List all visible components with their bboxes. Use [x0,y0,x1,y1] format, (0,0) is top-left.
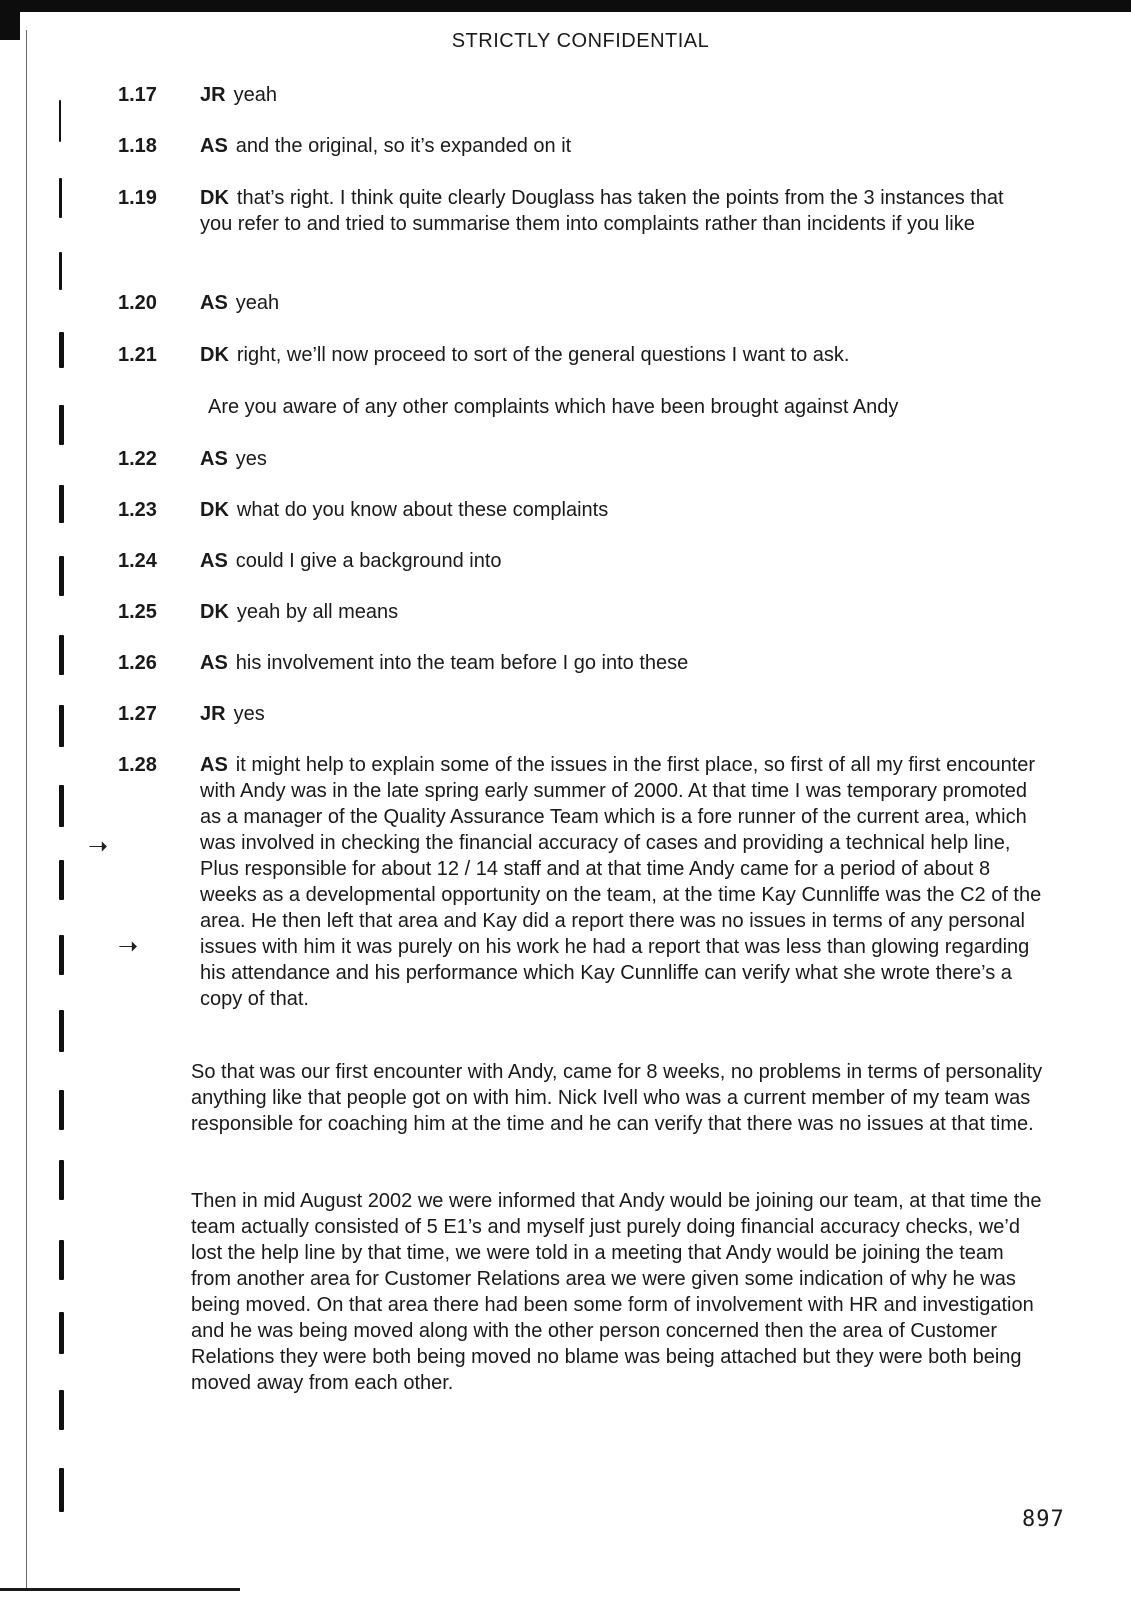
binding-mark [59,860,64,900]
entry-text: Are you aware of any other complaints which have been brought against Andy [208,396,899,418]
entry-text: yeah [235,292,280,314]
speaker-initials: AS [200,652,228,674]
entry-text: yeah by all means [236,601,399,623]
binding-mark [59,1160,64,1200]
transcript-entry [118,701,1058,727]
entry-text: that’s right. I think quite clearly Douglass has taken the points from the 3 instances that you refer to and tried to summarise them into complaints rather than incidents if you like [200,187,1004,235]
binding-mark [59,1090,64,1130]
bottom-scan-line [0,1588,240,1591]
binding-mark [59,252,62,290]
transcript-entry [118,599,1058,625]
binding-mark [59,556,64,596]
binding-mark [59,1010,64,1052]
binding-mark [59,1312,64,1354]
entry-number: 1.23 [118,499,157,521]
body-paragraph: So that was our first encounter with Andy, came for 8 weeks, no problems in terms of personality anything like that people got on with him. Nick Ivell who was a current member of my team was responsible for coaching him at the time and he can verify that there was no issues at that time. [191,1061,1043,1135]
binding-mark [59,178,62,218]
entry-number: 1.26 [118,652,157,674]
transcript-entry [118,82,1058,108]
transcript-entry [118,185,1058,237]
speaker-initials: DK [200,187,229,209]
binding-mark [59,935,64,975]
binding-mark [59,485,64,523]
transcript-entry [118,133,1058,159]
speaker-initials: JR [200,84,226,106]
binding-mark [59,635,64,675]
page-left-edge [26,30,27,1590]
body-paragraph: Then in mid August 2002 we were informed that Andy would be joining our team, at that time the team actually consisted of 5 E1’s and myself just purely doing financial accuracy checks, we’d lost the help line by that time, we were told in a meeting that Andy would be joining the team from another area for Customer Relations area we were given some indication of why he was being moved. On that area there had been some form of involvement with HR and investigation and he was being moved along with the other person concerned then the area of Customer Relations they were both being moved no blame was being attached but they were both being moved away from each other. [191,1190,1042,1394]
entry-number: 1.20 [118,292,157,314]
entry-text: right, we’ll now proceed to sort of the general questions I want to ask. [236,344,850,366]
speaker-initials: AS [200,292,228,314]
speaker-initials: DK [200,601,229,623]
entry-text: could I give a background into [235,550,502,572]
entry-text: and the original, so it’s expanded on it [235,135,572,157]
entry-number: 1.28 [118,754,157,776]
entry-text: yes [235,448,267,470]
transcript-entry [118,752,1058,1012]
transcript-entry [118,650,1058,676]
speaker-initials: AS [200,754,228,776]
entry-text: yeah [233,84,277,106]
binding-marks [55,100,75,1530]
entry-text: his involvement into the team before I go into these [235,652,689,674]
page-header: STRICTLY CONFIDENTIAL [451,30,710,52]
entry-text: yes [233,703,265,725]
entry-number: 1.24 [118,550,157,572]
binding-mark [59,1390,64,1430]
entry-number: 1.21 [118,344,157,366]
transcript-entry [118,446,1058,472]
entry-number: 1.18 [118,135,157,157]
entry-number: 1.17 [118,84,157,106]
binding-mark [59,705,64,747]
entry-number: 1.22 [118,448,157,470]
binding-mark [59,405,64,445]
transcript-entry [118,290,1058,316]
speaker-initials: JR [200,703,226,725]
margin-arrow-icon: ➝ [118,932,139,960]
entry-text: what do you know about these complaints [236,499,609,521]
transcript-entry-continuation [118,394,1058,420]
transcript-entry [118,497,1058,523]
transcript-entry [118,548,1058,574]
entry-number: 1.19 [118,187,157,209]
binding-mark [59,332,64,368]
speaker-initials: AS [200,135,228,157]
binding-mark [59,1240,64,1280]
speaker-initials: AS [200,448,228,470]
speaker-initials: AS [200,550,228,572]
speaker-initials: DK [200,344,229,366]
top-scan-bar [0,0,1131,12]
margin-arrow-icon: ➝ [88,832,109,860]
binding-mark [59,785,64,827]
transcript-entry [118,342,1058,368]
binding-mark [59,100,61,142]
speaker-initials: DK [200,499,229,521]
entry-number: 1.27 [118,703,157,725]
entry-number: 1.25 [118,601,157,623]
page-number: 897 [1022,1507,1065,1532]
entry-text: it might help to explain some of the issues in the first place, so first of all my first encounter with Andy was in the late spring early summer of 2000. At that time I was temporary promoted as a manager of the Quality Assurance Team which is a fore runner of the current area, which was involved in checking the financial accuracy of cases and providing a technical help line, Plus responsible for about 12 / 14 staff and at that time Andy came for a period of about 8 weeks as a developmental opportunity on the team, at the time Kay Cunnliffe was the C2 of the area. He then left that area and Kay did a report there was no issues in terms of any personal issues with him it was purely on his work he had a report that was less than glowing regarding his attendance and his performance which Kay Cunnliffe can verify what she wrote there’s a copy of that. [200,754,1042,1010]
binding-mark [59,1468,64,1512]
